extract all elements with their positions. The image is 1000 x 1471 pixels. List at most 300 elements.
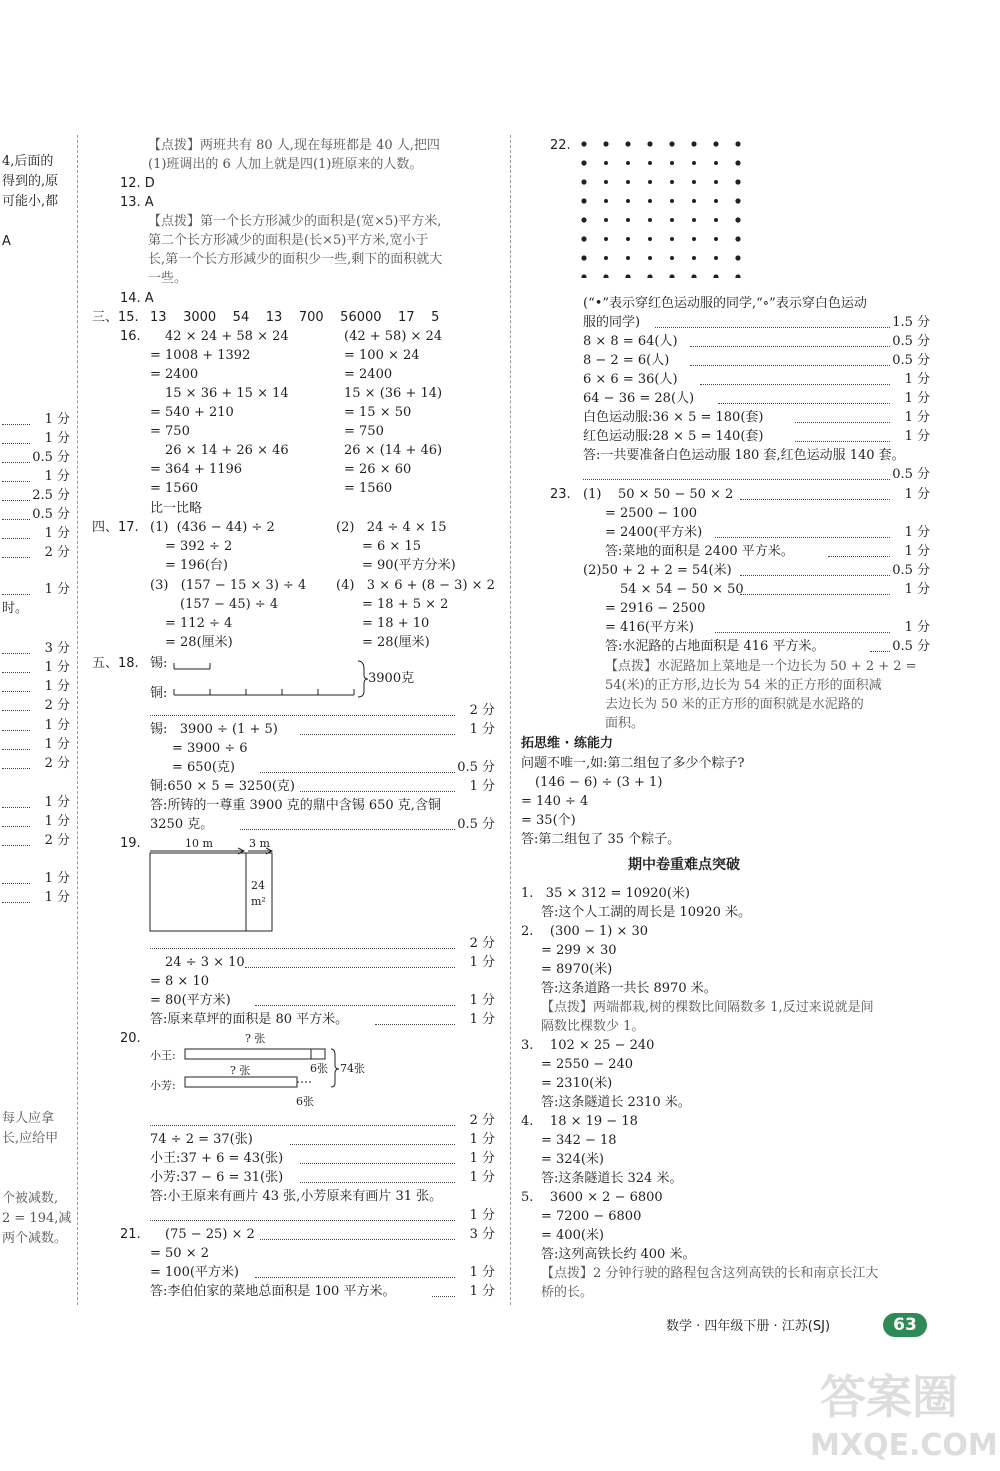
dot-leader bbox=[690, 346, 890, 347]
score: 1 分 bbox=[469, 955, 495, 970]
red-uniform-dot bbox=[581, 236, 586, 241]
score: 1 分 bbox=[44, 660, 70, 675]
left-fragment: 个被减数, bbox=[2, 1191, 59, 1206]
q23-step: 答:菜地的面积是 2400 平方米。 bbox=[605, 544, 794, 559]
dot-leader bbox=[740, 594, 890, 595]
red-uniform-dot bbox=[581, 179, 586, 184]
left-fragment: 可能小,都 bbox=[2, 194, 59, 209]
q16-step: 26 × (14 + 46) bbox=[344, 443, 443, 458]
q19-step: 24 ÷ 3 × 10 bbox=[165, 955, 245, 970]
white-uniform-dot bbox=[714, 256, 718, 260]
q16-step: = 540 + 210 bbox=[150, 405, 234, 420]
q22-step: 8 × 8 = 64(人) bbox=[583, 334, 678, 349]
review-step: 答:这列高铁长约 400 米。 bbox=[541, 1247, 696, 1262]
red-uniform-dot bbox=[647, 274, 652, 278]
dot-leader bbox=[375, 1024, 455, 1025]
review-hint: 【点拨】2 分钟行驶的路程包含这列高铁的长和南京长江大 bbox=[541, 1266, 879, 1281]
review-step: 4. 18 × 19 − 18 bbox=[521, 1114, 638, 1129]
white-uniform-dot bbox=[714, 237, 718, 241]
dot-leader bbox=[150, 715, 455, 716]
dot-leader bbox=[255, 1005, 455, 1006]
q20-answer: 答:小王原来有画片 43 张,小芳原来有画片 31 张。 bbox=[150, 1189, 443, 1204]
dot-leader bbox=[795, 422, 890, 423]
white-uniform-dot bbox=[604, 256, 608, 260]
score: 1 分 bbox=[904, 372, 930, 387]
white-uniform-dot bbox=[648, 199, 652, 203]
dot-leader bbox=[583, 479, 890, 480]
q19-dim-3: 3 m bbox=[249, 837, 270, 850]
score: 1 分 bbox=[44, 814, 70, 829]
q20-question-2: ? 张 bbox=[230, 1064, 251, 1077]
q23-step: = 2500 − 100 bbox=[605, 506, 698, 521]
score: 1 分 bbox=[44, 679, 70, 694]
watermark-url: MXQE.COM bbox=[810, 1428, 998, 1463]
section-title: 期中卷重难点突破 bbox=[628, 857, 740, 873]
q17-step: (157 − 45) ÷ 4 bbox=[180, 597, 279, 612]
review-step: 答:这条隧道长 324 米。 bbox=[541, 1171, 683, 1186]
q20-fang: 小芳: bbox=[150, 1079, 176, 1092]
dot-leader bbox=[715, 632, 890, 633]
dot-leader bbox=[240, 829, 455, 830]
score: 1 分 bbox=[44, 890, 70, 905]
answer-14: 14. A bbox=[120, 291, 154, 306]
dot-leader bbox=[2, 902, 30, 903]
white-uniform-dot bbox=[604, 161, 608, 165]
dot-leader bbox=[2, 691, 30, 692]
review-step: 3. 102 × 25 − 240 bbox=[521, 1038, 655, 1053]
dot-leader bbox=[2, 883, 30, 884]
q22-legend-line: (“•”表示穿红色运动服的同学,“∘”表示穿白色运动 bbox=[583, 296, 867, 311]
review-hint: 桥的长。 bbox=[541, 1285, 594, 1300]
white-uniform-dot bbox=[714, 199, 718, 203]
white-uniform-dot bbox=[626, 161, 630, 165]
q16-step: = 2400 bbox=[344, 367, 393, 382]
score: 1 分 bbox=[44, 469, 70, 484]
white-uniform-dot bbox=[670, 180, 674, 184]
q23-step: 54 × 54 − 50 × 50 bbox=[620, 582, 744, 597]
dot-leader bbox=[2, 807, 30, 808]
q21-step: (75 − 25) × 2 bbox=[165, 1227, 255, 1242]
red-uniform-dot bbox=[735, 236, 740, 241]
score: 1 分 bbox=[904, 620, 930, 635]
q23-step: = 2916 − 2500 bbox=[605, 601, 706, 616]
q18-step: = 650(克) bbox=[172, 760, 235, 775]
q16-step: = 1560 bbox=[344, 481, 393, 496]
score: 1 分 bbox=[904, 525, 930, 540]
q20-question-1: ? 张 bbox=[245, 1032, 266, 1045]
score: 1 分 bbox=[44, 795, 70, 810]
score: 3 分 bbox=[44, 641, 70, 656]
q16-step: = 26 × 60 bbox=[344, 462, 412, 477]
score: 0.5 分 bbox=[892, 467, 930, 482]
score: 1 分 bbox=[469, 1284, 495, 1299]
q16-step: 15 × 36 + 15 × 14 bbox=[165, 386, 289, 401]
dot-leader bbox=[740, 499, 890, 500]
score: 1 分 bbox=[469, 1132, 495, 1147]
q16-step: = 2400 bbox=[150, 367, 199, 382]
q21-step: = 100(平方米) bbox=[150, 1265, 239, 1280]
q22-step: 8 − 2 = 6(人) bbox=[583, 353, 670, 368]
q17-step: (3) (157 − 15 × 3) ÷ 4 bbox=[150, 578, 307, 593]
score: 1 分 bbox=[44, 718, 70, 733]
q23-step: (2)50 + 2 + 2 = 54(米) bbox=[583, 563, 732, 578]
dot-leader bbox=[828, 556, 890, 557]
red-uniform-dot bbox=[581, 217, 586, 222]
dot-leader bbox=[740, 575, 890, 576]
q22-dot-grid bbox=[578, 138, 748, 278]
column-divider bbox=[510, 135, 511, 1305]
white-uniform-dot bbox=[604, 180, 608, 184]
q17-step: = 196(台) bbox=[165, 558, 228, 573]
white-uniform-dot bbox=[714, 180, 718, 184]
white-uniform-dot bbox=[626, 237, 630, 241]
dot-leader bbox=[2, 500, 30, 501]
score: 2 分 bbox=[44, 698, 70, 713]
q17-step: (4) 3 × 6 + (8 − 3) × 2 bbox=[336, 578, 495, 593]
white-uniform-dot bbox=[626, 218, 630, 222]
score: 1 分 bbox=[469, 993, 495, 1008]
q23-label: 23. bbox=[550, 487, 571, 502]
score: 1 分 bbox=[469, 779, 495, 794]
dot-leader bbox=[150, 1125, 455, 1126]
score: 1 分 bbox=[469, 722, 495, 737]
white-uniform-dot bbox=[648, 256, 652, 260]
review-step: = 299 × 30 bbox=[541, 943, 617, 958]
q18-answer: 3250 克。 bbox=[150, 817, 214, 832]
q17-step: = 18 + 10 bbox=[362, 616, 430, 631]
q23-step: = 2400(平方米) bbox=[605, 525, 703, 540]
q17-step: (1) (436 − 44) ÷ 2 bbox=[150, 520, 275, 535]
q20-six-a: 6张 bbox=[310, 1062, 328, 1075]
dot-leader bbox=[300, 734, 455, 735]
red-uniform-dot bbox=[669, 274, 674, 278]
score: 1 分 bbox=[469, 1170, 495, 1185]
score: 1 分 bbox=[469, 1265, 495, 1280]
red-uniform-dot bbox=[713, 274, 718, 278]
q22-step: 红色运动服:28 × 5 = 140(套) bbox=[583, 429, 764, 444]
score: 1 分 bbox=[44, 737, 70, 752]
q16-step: (42 + 58) × 24 bbox=[344, 329, 443, 344]
red-uniform-dot bbox=[735, 255, 740, 260]
dot-leader bbox=[718, 403, 890, 404]
q17-step: = 112 ÷ 4 bbox=[165, 616, 233, 631]
dot-leader bbox=[870, 651, 890, 652]
score: 0.5 分 bbox=[32, 450, 70, 465]
q18-line-diagram bbox=[172, 655, 372, 700]
q20-label: 20. bbox=[120, 1031, 141, 1046]
q20-step: 小王:37 + 6 = 43(张) bbox=[150, 1151, 284, 1166]
q21-answer: 答:李伯伯家的菜地总面积是 100 平方米。 bbox=[150, 1284, 396, 1299]
score: 1 分 bbox=[904, 391, 930, 406]
white-uniform-dot bbox=[670, 218, 674, 222]
q19-step: = 80(平方米) bbox=[150, 993, 231, 1008]
hint-11-line: 【点拨】两班共有 80 人,现在每班都是 40 人,把四 bbox=[148, 138, 440, 153]
white-uniform-dot bbox=[626, 180, 630, 184]
q16-step: 42 × 24 + 58 × 24 bbox=[165, 329, 289, 344]
red-uniform-dot bbox=[647, 141, 652, 146]
white-uniform-dot bbox=[670, 256, 674, 260]
score: 1.5 分 bbox=[892, 315, 930, 330]
review-step: 答:这条隧道长 2310 米。 bbox=[541, 1095, 691, 1110]
white-uniform-dot bbox=[604, 218, 608, 222]
white-uniform-dot bbox=[604, 199, 608, 203]
dot-leader bbox=[150, 1220, 455, 1221]
q18-step: = 3900 ÷ 6 bbox=[172, 741, 248, 756]
dot-leader bbox=[2, 768, 30, 769]
q22-step: 白色运动服:36 × 5 = 180(套) bbox=[583, 410, 764, 425]
extension-step: = 35(个) bbox=[521, 813, 576, 828]
score: 1 分 bbox=[44, 431, 70, 446]
score: 1 分 bbox=[904, 544, 930, 559]
dot-leader bbox=[255, 1277, 455, 1278]
answer-13: 13. A bbox=[120, 195, 154, 210]
score: 1 分 bbox=[44, 526, 70, 541]
q17-step: = 28(厘米) bbox=[362, 635, 430, 650]
red-uniform-dot bbox=[581, 141, 586, 146]
q19-unit: m² bbox=[251, 895, 266, 908]
left-fragment: 长,应给甲 bbox=[2, 1131, 59, 1146]
q21-step: = 50 × 2 bbox=[150, 1246, 209, 1261]
q22-step: 6 × 6 = 36(人) bbox=[583, 372, 678, 387]
hint-13-line: 一些。 bbox=[148, 271, 188, 286]
q16-step: 26 × 14 + 26 × 46 bbox=[165, 443, 289, 458]
hint-13-line: 第二个长方形减少的面积是(长×5)平方米,宽小于 bbox=[148, 233, 429, 248]
score: 1 分 bbox=[469, 1012, 495, 1027]
q18-answer: 答:所铸的一尊重 3900 克的鼎中含锡 650 克,含铜 bbox=[150, 798, 441, 813]
dot-leader bbox=[2, 845, 30, 846]
white-uniform-dot bbox=[714, 161, 718, 165]
q16-step: = 364 + 1196 bbox=[150, 462, 243, 477]
q16-label: 16. bbox=[120, 329, 141, 344]
dot-leader bbox=[690, 365, 890, 366]
score: 0.5 分 bbox=[892, 353, 930, 368]
q16-step: = 100 × 24 bbox=[344, 348, 420, 363]
dot-leader bbox=[2, 481, 30, 482]
q18-copper-label: 铜: bbox=[150, 686, 168, 701]
white-uniform-dot bbox=[626, 199, 630, 203]
review-step: = 2550 − 240 bbox=[541, 1057, 634, 1072]
q17-step: (2) 24 ÷ 4 × 15 bbox=[336, 520, 447, 535]
red-uniform-dot bbox=[581, 198, 586, 203]
red-uniform-dot bbox=[735, 160, 740, 165]
review-step: 2. (300 − 1) × 30 bbox=[521, 924, 649, 939]
review-step: = 7200 − 6800 bbox=[541, 1209, 642, 1224]
red-uniform-dot bbox=[625, 274, 630, 278]
left-fragment: A bbox=[2, 234, 11, 249]
white-uniform-dot bbox=[648, 180, 652, 184]
score: 2 分 bbox=[44, 833, 70, 848]
q15-label: 三、15. bbox=[92, 310, 139, 325]
q22-legend-line: 服的同学) bbox=[583, 315, 641, 330]
dot-leader bbox=[655, 327, 890, 328]
dot-leader bbox=[2, 730, 30, 731]
left-fragment: 2 = 194,减 bbox=[2, 1211, 72, 1226]
q22-step: 答:一共要准备白色运动服 180 套,红色运动服 140 套。 bbox=[583, 448, 905, 463]
dot-leader bbox=[700, 384, 890, 385]
score: 0.5 分 bbox=[892, 639, 930, 654]
q19-label: 19. bbox=[120, 836, 141, 851]
answer-12: 12. D bbox=[120, 176, 155, 191]
q22-label: 22. bbox=[550, 138, 571, 153]
score: 1 分 bbox=[44, 582, 70, 597]
dot-leader bbox=[2, 826, 30, 827]
red-uniform-dot bbox=[603, 274, 608, 278]
q18-label: 五、18. bbox=[92, 656, 139, 671]
dot-leader bbox=[260, 1239, 455, 1240]
column-divider bbox=[77, 135, 78, 1305]
score: 0.5 分 bbox=[892, 334, 930, 349]
q16-step: = 15 × 50 bbox=[344, 405, 412, 420]
page-number: 63 bbox=[893, 1315, 917, 1335]
q18-step: 锡: 3900 ÷ (1 + 5) bbox=[150, 722, 278, 737]
review-step: = 400(米) bbox=[541, 1228, 604, 1243]
score: 2 分 bbox=[469, 703, 495, 718]
white-uniform-dot bbox=[648, 237, 652, 241]
review-step: 答:这条道路一共长 8970 米。 bbox=[541, 981, 717, 996]
q19-area: 24 bbox=[251, 879, 265, 892]
dot-leader bbox=[300, 1163, 455, 1164]
red-uniform-dot bbox=[735, 198, 740, 203]
review-step: 答:这个人工湖的周长是 10920 米。 bbox=[541, 905, 751, 920]
dot-leader bbox=[245, 967, 455, 968]
q16-step: = 1008 + 1392 bbox=[150, 348, 251, 363]
hint-23-line: 去边长为 50 米的正方形的面积就是水泥路的 bbox=[605, 697, 864, 712]
score: 2 分 bbox=[469, 1113, 495, 1128]
dot-leader bbox=[300, 791, 455, 792]
q20-step: 74 ÷ 2 = 37(张) bbox=[150, 1132, 253, 1147]
footer-text: 数学 · 四年级下册 · 江苏(SJ) bbox=[666, 1319, 831, 1334]
extension-step: (146 − 6) ÷ (3 + 1) bbox=[535, 775, 663, 790]
red-uniform-dot bbox=[581, 160, 586, 165]
q17-step: = 392 ÷ 2 bbox=[165, 539, 233, 554]
q18-tin-label: 锡: bbox=[150, 656, 168, 671]
q16-step: = 1560 bbox=[150, 481, 199, 496]
white-uniform-dot bbox=[648, 218, 652, 222]
red-uniform-dot bbox=[713, 141, 718, 146]
dot-leader bbox=[795, 441, 890, 442]
dot-leader bbox=[2, 424, 30, 425]
dot-leader bbox=[260, 772, 455, 773]
q18-step: 铜:650 × 5 = 3250(克) bbox=[150, 779, 296, 794]
score: 0.5 分 bbox=[892, 563, 930, 578]
red-uniform-dot bbox=[735, 141, 740, 146]
review-step: 1. 35 × 312 = 10920(米) bbox=[521, 886, 690, 901]
red-uniform-dot bbox=[625, 141, 630, 146]
score: 2 分 bbox=[469, 936, 495, 951]
hint-23-line: 54(米)的正方形,边长为 54 米的正方形的面积减 bbox=[605, 678, 882, 693]
q19-answer: 答:原来草坪的面积是 80 平方米。 bbox=[150, 1012, 349, 1027]
left-fragment: 得到的,原 bbox=[2, 174, 59, 189]
review-step: = 324(米) bbox=[541, 1152, 604, 1167]
q20-wang: 小王: bbox=[150, 1049, 176, 1062]
q17-step: = 6 × 15 bbox=[362, 539, 421, 554]
red-uniform-dot bbox=[603, 141, 608, 146]
white-uniform-dot bbox=[670, 199, 674, 203]
left-fragment: 4,后面的 bbox=[2, 154, 54, 169]
page-number-badge bbox=[883, 1313, 927, 1337]
red-uniform-dot bbox=[581, 274, 586, 278]
red-uniform-dot bbox=[735, 274, 740, 278]
dot-leader bbox=[2, 749, 30, 750]
review-step: = 2310(米) bbox=[541, 1076, 613, 1091]
score: 2 分 bbox=[44, 545, 70, 560]
dot-leader bbox=[300, 1182, 455, 1183]
red-uniform-dot bbox=[691, 274, 696, 278]
white-uniform-dot bbox=[692, 218, 696, 222]
score: 1 分 bbox=[904, 429, 930, 444]
left-fragment: 两个减数。 bbox=[2, 1231, 68, 1246]
q23-step: (1) 50 × 50 − 50 × 2 bbox=[583, 487, 734, 502]
score: 2.5 分 bbox=[32, 488, 70, 503]
dot-leader bbox=[2, 594, 30, 595]
red-uniform-dot bbox=[581, 255, 586, 260]
q18-total: 3900克 bbox=[368, 671, 415, 686]
extension-step: = 140 ÷ 4 bbox=[521, 794, 589, 809]
white-uniform-dot bbox=[692, 237, 696, 241]
dot-leader bbox=[715, 537, 890, 538]
q17-step: = 28(厘米) bbox=[165, 635, 233, 650]
white-uniform-dot bbox=[648, 161, 652, 165]
extension-step: 问题不唯一,如:第二组包了多少个粽子? bbox=[521, 756, 745, 771]
review-step: = 342 − 18 bbox=[541, 1133, 617, 1148]
q23-step: 答:水泥路的占地面积是 416 平方米。 bbox=[605, 639, 825, 654]
q16-step: = 750 bbox=[344, 424, 384, 439]
white-uniform-dot bbox=[692, 256, 696, 260]
review-hint: 【点拨】两端都栽,树的棵数比间隔数多 1,反过来说就是间 bbox=[541, 1000, 874, 1015]
dot-leader bbox=[2, 557, 30, 558]
dot-leader bbox=[2, 443, 30, 444]
dot-leader bbox=[290, 1144, 455, 1145]
white-uniform-dot bbox=[670, 161, 674, 165]
white-uniform-dot bbox=[626, 256, 630, 260]
q20-total: 74张 bbox=[340, 1062, 365, 1075]
answer-15: 13 3000 54 13 700 56000 17 5 bbox=[150, 310, 440, 325]
hint-13-line: 长,第一个长方形减少的面积少一些,剩下的面积就大 bbox=[148, 252, 443, 267]
dot-leader bbox=[2, 538, 30, 539]
dot-leader bbox=[2, 710, 30, 711]
extension-title: 拓思维 · 练能力 bbox=[521, 736, 613, 751]
score: 1 分 bbox=[469, 1208, 495, 1223]
white-uniform-dot bbox=[604, 237, 608, 241]
score: 3 分 bbox=[469, 1227, 495, 1242]
dot-leader bbox=[2, 462, 30, 463]
hint-23-line: 面积。 bbox=[605, 716, 645, 731]
q16-step: = 750 bbox=[150, 424, 190, 439]
q20-six-b: 6张 bbox=[296, 1095, 314, 1108]
dot-leader bbox=[2, 653, 30, 654]
hint-13-line: 【点拨】第一个长方形减少的面积是(宽×5)平方米, bbox=[148, 214, 442, 229]
q16-note: 比一比略 bbox=[150, 501, 203, 516]
q17-step: = 18 + 5 × 2 bbox=[362, 597, 449, 612]
white-uniform-dot bbox=[714, 218, 718, 222]
left-fragment: 每人应拿 bbox=[2, 1111, 55, 1126]
white-uniform-dot bbox=[692, 180, 696, 184]
white-uniform-dot bbox=[692, 199, 696, 203]
dot-leader bbox=[2, 519, 30, 520]
dot-leader bbox=[150, 948, 455, 949]
hint-11-line: (1)班调出的 6 人加上就是四(1)班原来的人数。 bbox=[148, 157, 423, 172]
q19-step: = 8 × 10 bbox=[150, 974, 209, 989]
score: 1 分 bbox=[904, 410, 930, 425]
left-fragment: 时。 bbox=[2, 601, 29, 616]
score: 0.5 分 bbox=[32, 507, 70, 522]
q23-step: = 416(平方米) bbox=[605, 620, 694, 635]
review-step: 5. 3600 × 2 − 6800 bbox=[521, 1190, 663, 1205]
red-uniform-dot bbox=[669, 141, 674, 146]
red-uniform-dot bbox=[735, 179, 740, 184]
score: 1 分 bbox=[44, 871, 70, 886]
q22-step: 64 − 36 = 28(人) bbox=[583, 391, 695, 406]
